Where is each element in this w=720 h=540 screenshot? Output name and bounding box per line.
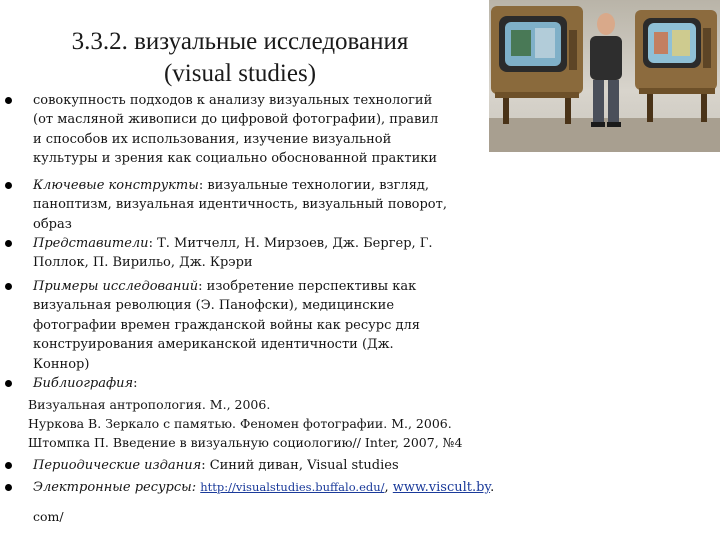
bullet-line: фотографии времен гражданской войны как ресурс для: [33, 317, 420, 333]
bullet-line: образ: [33, 216, 72, 232]
bullet-dot: [5, 240, 12, 247]
bullet-line: совокупность подходов к анализу визуальных технологий: [33, 93, 433, 108]
bullet-research-examples: [33, 277, 420, 374]
bullet-text: : Т. Митчелл, Н. Мирзоев, Дж. Бергер, Г.: [148, 236, 433, 251]
bullet-label: Периодические издания: [33, 458, 202, 473]
bullet-label: Электронные ресурсы:: [33, 480, 197, 495]
link-separator: ,: [384, 480, 393, 495]
bullet-dot: [5, 484, 12, 491]
bullet-bibliography: [33, 374, 138, 393]
bullet-text: : изобретение перспективы как: [198, 279, 417, 294]
link-viscult[interactable]: www.viscult.by: [392, 480, 491, 495]
bullet-line: паноптизм, визуальная идентичность, визуальный поворот,: [33, 197, 447, 213]
bullet-end: .: [490, 480, 495, 495]
bibliography-ref: Визуальная антропология. М., 2006.: [28, 397, 271, 412]
bullet-periodicals: [33, 456, 399, 475]
bullet-label: Примеры исследований: [33, 279, 199, 294]
bullet-label: Представители: [33, 236, 149, 251]
bullet-dot: [5, 380, 12, 387]
bullet-representatives: [33, 234, 433, 273]
bullet-text: : визуальные технологии, взгляд,: [198, 178, 430, 193]
bullet-line: (от масляной живописи до цифровой фотографии), правил: [33, 112, 439, 128]
bullet-line: культуры и зрения как социально обоснованной практики: [33, 151, 438, 167]
bibliography-ref: Штомпка П. Введение в визуальную социологию// Inter, 2007, №4: [28, 435, 463, 450]
bullet-label: Ключевые конструкты: [33, 178, 199, 193]
bibliography-refs: [28, 395, 462, 452]
bullet-dot: [5, 97, 12, 104]
bullet-text: :: [133, 376, 138, 391]
bullet-line: Поллок, П. Вирильо, Дж. Крэри: [33, 255, 253, 271]
slide-title-line-2: (visual studies): [163, 60, 317, 87]
bullet-line: и способов их использования, изучение визуальной: [33, 131, 392, 147]
bullet-line: визуальная революция (Э. Панофски), медицинские: [33, 298, 395, 314]
bullet-dot: [5, 462, 12, 469]
bullet-line: Коннор): [33, 356, 90, 372]
electronic-resources-tail: com/: [33, 509, 64, 524]
bullet-electronic-resources: [33, 478, 494, 497]
link-visualstudies[interactable]: http://visualstudies.buffalo.edu/: [200, 480, 385, 494]
bullet-dot: [5, 182, 12, 189]
bullet-line: конструирования американской идентичности (Дж.: [33, 337, 394, 353]
bullet-label: Библиография: [33, 376, 134, 391]
bibliography-ref: Нуркова В. Зеркало с памятью. Феномен фотографии. М., 2006.: [28, 416, 452, 431]
bullet-definition: [33, 91, 438, 169]
bullet-text: : Синий диван, Visual studies: [201, 458, 399, 473]
bullet-key-constructs: [33, 176, 447, 234]
bullet-dot: [5, 283, 12, 290]
slide-title-line-1: 3.3.2. визуальные исследования: [71, 28, 409, 55]
